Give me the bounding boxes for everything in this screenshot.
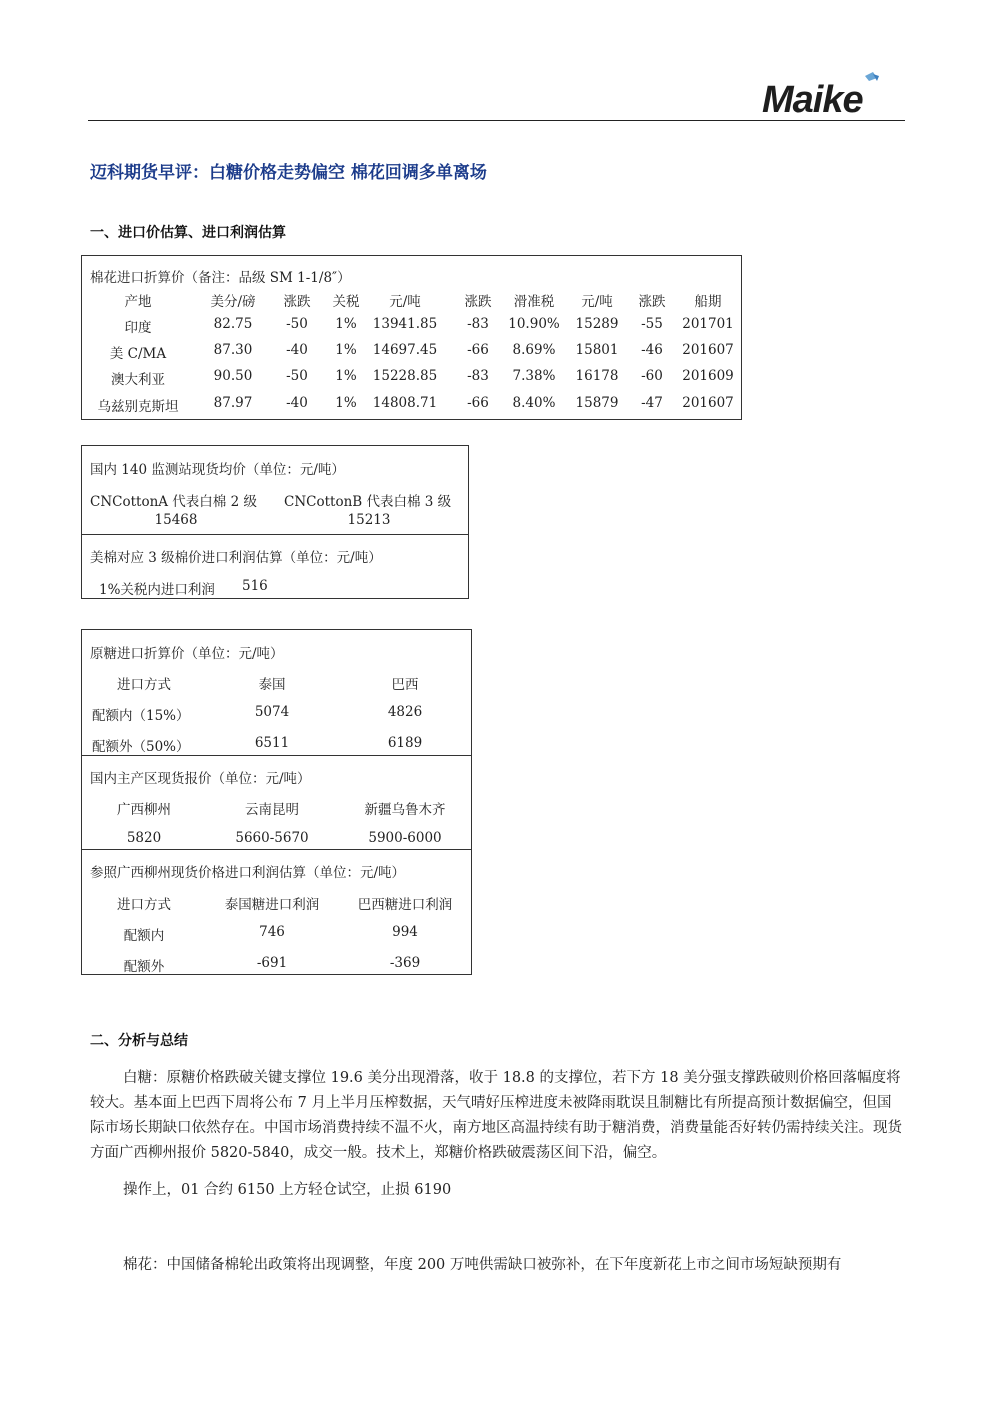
cotton-import-cell: -40 xyxy=(286,342,308,358)
cotton-import-cell: 16178 xyxy=(575,368,619,384)
cotton-import-cell: 201607 xyxy=(682,395,734,411)
sugar-spot-header: 新疆乌鲁木齐 xyxy=(364,802,446,818)
sugar-import-value: 6189 xyxy=(387,735,423,751)
domestic-cotton-caption: 国内 140 监测站现货均价（单位：元/吨） xyxy=(90,462,345,478)
sugar-profit-value: 746 xyxy=(259,924,285,940)
cotton-import-header: 涨跌 xyxy=(464,294,492,310)
cncottona-value: 15468 xyxy=(154,512,198,528)
sugar-spot-value: 5820 xyxy=(126,830,162,846)
cotton-profit-caption: 美棉对应 3 级棉价进口利润估算（单位：元/吨） xyxy=(90,550,382,566)
cotton-import-cell: 14697.45 xyxy=(372,342,438,358)
sugar-import-value: 4826 xyxy=(387,704,423,720)
cotton-import-cell: 87.30 xyxy=(213,342,253,358)
cotton-import-cell: 7.38% xyxy=(512,368,556,384)
maike-logo xyxy=(760,72,895,118)
cotton-import-origin: 美 C/MA xyxy=(109,346,167,362)
cotton-import-cell: 1% xyxy=(335,368,357,384)
cotton-import-cell: -50 xyxy=(286,316,308,332)
cotton-import-origin: 乌兹别克斯坦 xyxy=(97,399,179,415)
sugar-import-header: 进口方式 xyxy=(117,677,171,693)
cotton-import-cell: -66 xyxy=(467,395,489,411)
sugar-profit-header: 巴西糖进口利润 xyxy=(357,897,453,913)
cncottona-label: CNCottonA 代表白棉 2 级 xyxy=(90,494,257,510)
cotton-import-origin: 澳大利亚 xyxy=(111,372,165,388)
cotton-import-cell: 8.40% xyxy=(512,395,556,411)
sugar-import-row-label: 配额外（50%） xyxy=(92,739,190,755)
sugar-profit-caption: 参照广西柳州现货价格进口利润估算（单位：元/吨） xyxy=(90,865,406,881)
cotton-import-cell: 201701 xyxy=(682,316,734,332)
header-rule xyxy=(88,120,905,121)
cncottonb-value: 15213 xyxy=(347,512,391,528)
divider xyxy=(82,755,471,756)
cotton-import-header: 船期 xyxy=(694,294,722,310)
cotton-import-cell: 1% xyxy=(335,316,357,332)
sugar-import-row-label: 配额内（15%） xyxy=(92,708,190,724)
cotton-import-cell: 10.90% xyxy=(508,316,560,332)
sugar-spot-value: 5900-6000 xyxy=(368,830,442,846)
sugar-profit-row-label: 配额内 xyxy=(123,928,165,944)
cotton-import-header: 关税 xyxy=(332,294,360,310)
cotton-import-origin: 印度 xyxy=(124,320,152,336)
cotton-import-header: 元/吨 xyxy=(389,294,421,310)
cotton-import-table xyxy=(81,255,742,420)
cotton-import-cell: 15228.85 xyxy=(372,368,438,384)
cotton-import-cell: -55 xyxy=(641,316,663,332)
sugar-import-header: 巴西 xyxy=(391,677,419,693)
sugar-analysis-paragraph: 白糖：原糖价格跌破关键支撑位 19.6 美分出现滑落，收于 18.8 的支撑位，若下方 18 美分强支撑跌破则价格回落幅度将较大。基本面上巴西下周将公布 7 月上半月压榨数据，天气晴好压榨进度未被降雨耽误且制糖比有所提高预计数据偏空，但国际市场长期缺口依然存在。中国市场消费持续不温不火，南方地区高温持续有助于糖消费，消费量能否好转仍需持续关注。现货方面广西柳州报价 5820-5840，成交一般。技术上，郑糖价格跌破震荡区间下沿，偏空。 xyxy=(90,1070,902,1161)
sugar-profit-row-label: 配额外 xyxy=(123,959,165,975)
domestic-cotton-table xyxy=(81,445,469,599)
cotton-import-header: 美分/磅 xyxy=(210,294,256,310)
cotton-import-cell: 15289 xyxy=(575,316,619,332)
sugar-import-header: 泰国 xyxy=(258,677,286,693)
sugar-profit-value: 994 xyxy=(392,924,418,940)
cotton-import-cell: -50 xyxy=(286,368,308,384)
cotton-import-cell: 87.97 xyxy=(213,395,253,411)
sugar-spot-value: 5660-5670 xyxy=(235,830,309,846)
section-heading-1: 一、进口价估算、进口利润估算 xyxy=(90,225,286,241)
sugar-profit-value: -691 xyxy=(256,955,288,971)
cotton-import-cell: 1% xyxy=(335,395,357,411)
sugar-profit-value: -369 xyxy=(389,955,421,971)
cotton-profit-label: 1%关税内进口利润 xyxy=(99,582,215,598)
cotton-import-cell: 14808.71 xyxy=(372,395,438,411)
cotton-import-cell: -40 xyxy=(286,395,308,411)
cotton-import-cell: 1% xyxy=(335,342,357,358)
page-title: 迈科期货早评：白糖价格走势偏空 棉花回调多单离场 xyxy=(90,163,487,183)
logo-text: Maike xyxy=(762,79,863,118)
cotton-import-cell: 8.69% xyxy=(512,342,556,358)
cotton-profit-value: 516 xyxy=(242,578,268,594)
cotton-import-header: 滑准税 xyxy=(513,294,555,310)
sugar-import-value: 5074 xyxy=(254,704,290,720)
cotton-import-cell: 15801 xyxy=(575,342,619,358)
cotton-import-cell: -83 xyxy=(467,316,489,332)
sugar-spot-caption: 国内主产区现货报价（单位：元/吨） xyxy=(90,771,311,787)
divider xyxy=(82,849,471,850)
cotton-import-caption: 棉花进口折算价（备注：品级 SM 1-1/8″） xyxy=(90,270,351,286)
divider xyxy=(82,534,468,535)
cotton-import-cell: 82.75 xyxy=(213,316,253,332)
sugar-import-caption: 原糖进口折算价（单位：元/吨） xyxy=(90,646,284,662)
sugar-profit-header: 泰国糖进口利润 xyxy=(224,897,320,913)
cotton-import-cell: -47 xyxy=(641,395,663,411)
sugar-import-value: 6511 xyxy=(254,735,290,751)
cotton-import-header: 产地 xyxy=(124,294,152,310)
sugar-spot-header: 云南昆明 xyxy=(245,802,299,818)
cotton-import-cell: -83 xyxy=(467,368,489,384)
section-heading-2: 二、分析与总结 xyxy=(90,1033,188,1049)
cotton-import-cell: -46 xyxy=(641,342,663,358)
cotton-analysis-paragraph: 棉花：中国储备棉轮出政策将出现调整，年度 200 万吨供需缺口被弥补，在下年度新花上市之间市场短缺预期有 xyxy=(123,1257,842,1273)
cotton-import-cell: 13941.85 xyxy=(372,316,438,332)
cotton-import-header: 涨跌 xyxy=(283,294,311,310)
cotton-import-header: 元/吨 xyxy=(581,294,613,310)
cotton-import-header: 涨跌 xyxy=(638,294,666,310)
cotton-import-cell: 90.50 xyxy=(213,368,253,384)
cncottonb-label: CNCottonB 代表白棉 3 级 xyxy=(284,494,452,510)
sugar-spot-header: 广西柳州 xyxy=(117,802,171,818)
cotton-import-cell: 201609 xyxy=(682,368,734,384)
sugar-profit-header: 进口方式 xyxy=(117,897,171,913)
cotton-import-cell: 201607 xyxy=(682,342,734,358)
cotton-import-cell: -66 xyxy=(467,342,489,358)
sugar-operation-paragraph: 操作上，01 合约 6150 上方轻仓试空，止损 6190 xyxy=(123,1182,452,1198)
sugar-table xyxy=(81,629,472,975)
cotton-import-cell: -60 xyxy=(641,368,663,384)
cotton-import-cell: 15879 xyxy=(575,395,619,411)
